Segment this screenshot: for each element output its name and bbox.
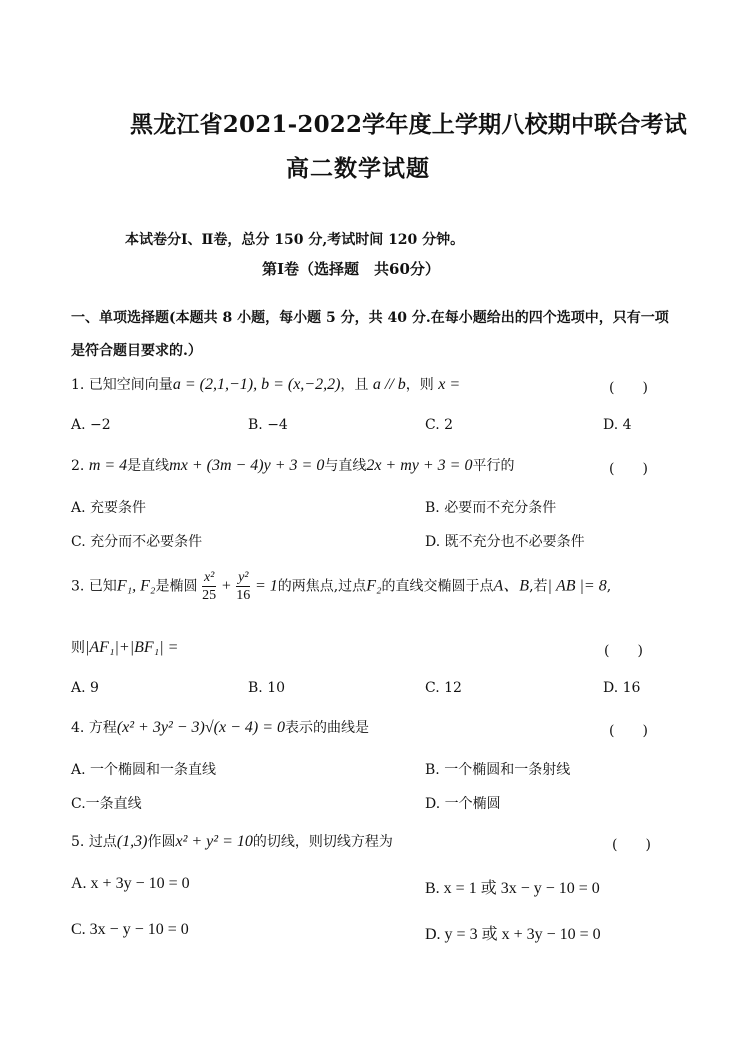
question-text: , bbox=[606, 578, 612, 595]
question-1-stem bbox=[71, 374, 460, 394]
question-2-stem bbox=[71, 455, 514, 475]
option-b: B. x = 1 或 3x − y − 10 = 0 bbox=[425, 880, 600, 897]
question-text: 是直线 bbox=[127, 458, 170, 474]
math-expression: a // b bbox=[372, 376, 406, 393]
question-5-stem bbox=[71, 831, 393, 851]
math-expression: m = 4 bbox=[88, 457, 128, 474]
answer-paren: ( ) bbox=[609, 461, 648, 477]
fraction-denominator: 16 bbox=[236, 588, 251, 603]
option-c: C. 12 bbox=[425, 680, 462, 696]
question-text: 已知空间向量 bbox=[88, 377, 173, 393]
option-b: B. 一个椭圆和一条射线 bbox=[425, 762, 571, 778]
answer-paren: ( ) bbox=[604, 643, 643, 659]
fraction-numerator: x² bbox=[203, 570, 215, 585]
question-text: 的切线，则切线方程为 bbox=[252, 834, 393, 850]
fraction-numerator: y² bbox=[238, 570, 249, 585]
option-c: C. 充分而不必要条件 bbox=[71, 534, 203, 550]
exam-title-line1: 黑龙江省2021-2022学年度上学期八校期中联合考试 bbox=[130, 111, 687, 138]
fraction bbox=[236, 569, 250, 604]
question-text: ，且 bbox=[340, 377, 369, 393]
question-number: 3. bbox=[71, 578, 85, 595]
question-text: 的两焦点,过点 bbox=[277, 578, 367, 595]
option-a: A. x + 3y − 10 = 0 bbox=[71, 875, 190, 892]
math-expression: (x² + 3y² − 3)√(x − 4) = 0 bbox=[116, 719, 285, 736]
exam-title-line2: 高二数学试题 bbox=[286, 155, 430, 182]
option-a: A. 充要条件 bbox=[71, 500, 147, 516]
option-c: C. 2 bbox=[425, 417, 454, 433]
question-text: 的直线交椭圆于点 bbox=[381, 578, 494, 595]
math-expression: A、B bbox=[493, 577, 530, 595]
math-expression: = 1 bbox=[254, 577, 278, 595]
option-b: B. 必要而不充分条件 bbox=[425, 500, 557, 516]
part-title: 第Ⅰ卷（选择题 共60分） bbox=[262, 260, 440, 278]
option-b: B. −4 bbox=[248, 417, 288, 433]
question-text: 作圆 bbox=[147, 834, 176, 850]
plus-sign: + bbox=[220, 577, 232, 595]
question-text: 已知 bbox=[88, 578, 117, 595]
question-text: ,若 bbox=[529, 578, 548, 595]
question-number: 5. bbox=[71, 834, 85, 850]
question-text: 平行的 bbox=[472, 458, 515, 474]
question-3-stem bbox=[71, 569, 611, 604]
fraction-denominator: 25 bbox=[202, 588, 217, 603]
answer-paren: ( ) bbox=[609, 723, 648, 739]
question-text: 过点 bbox=[88, 834, 117, 850]
question-text: 方程 bbox=[88, 720, 117, 736]
option-a: A. 一个椭圆和一条直线 bbox=[71, 762, 217, 778]
option-a: A. 9 bbox=[71, 680, 99, 696]
answer-paren: ( ) bbox=[609, 380, 648, 396]
math-expression: mx + (3m − 4)y + 3 = 0 bbox=[169, 457, 325, 474]
option-d: D. y = 3 或 x + 3y − 10 = 0 bbox=[425, 926, 601, 943]
math-expression: |AF₁|+|BF₁| = bbox=[85, 639, 179, 656]
fraction bbox=[202, 569, 216, 604]
option-d: D. 4 bbox=[603, 417, 632, 433]
math-expression: a = (2,1,−1), b = (x,−2,2) bbox=[172, 376, 341, 393]
question-4-stem bbox=[71, 717, 369, 737]
math-expression: (1,3) bbox=[116, 833, 148, 850]
option-b: B. 10 bbox=[248, 680, 286, 696]
math-expression: x = bbox=[438, 376, 461, 393]
option-d: D. 既不充分也不必要条件 bbox=[425, 534, 585, 550]
math-expression: x² + y² = 10 bbox=[175, 833, 253, 850]
math-expression: F₂ bbox=[366, 577, 382, 595]
question-text: 表示的曲线是 bbox=[285, 720, 369, 736]
option-c: C.一条直线 bbox=[71, 796, 142, 812]
option-d: D. 16 bbox=[603, 680, 641, 696]
question-text: 是椭圆 bbox=[155, 578, 198, 595]
question-number: 4. bbox=[71, 720, 85, 736]
exam-intro: 本试卷分Ⅰ、Ⅱ卷，总分 150 分,考试时间 120 分钟。 bbox=[125, 232, 465, 248]
question-text: ，则 bbox=[405, 377, 434, 393]
math-expression: | AB |= 8 bbox=[547, 577, 607, 595]
option-a: A. −2 bbox=[71, 417, 111, 433]
question-number: 1. bbox=[71, 377, 85, 393]
answer-paren: ( ) bbox=[612, 837, 651, 853]
math-expression: 2x + my + 3 = 0 bbox=[366, 457, 473, 474]
question-3-line2 bbox=[71, 637, 178, 657]
math-expression: F₁, F₂ bbox=[116, 577, 156, 595]
question-text: 与直线 bbox=[324, 458, 367, 474]
question-text: 则 bbox=[71, 640, 85, 656]
question-number: 2. bbox=[71, 458, 85, 474]
section-heading: 一、单项选择题(本题共 8 小题，每小题 5 分，共 40 分.在每小题给出的四个选项中，只有一项是符合题目要求的.） bbox=[71, 310, 669, 359]
option-c: C. 3x − y − 10 = 0 bbox=[71, 921, 189, 938]
option-d: D. 一个椭圆 bbox=[425, 796, 501, 812]
